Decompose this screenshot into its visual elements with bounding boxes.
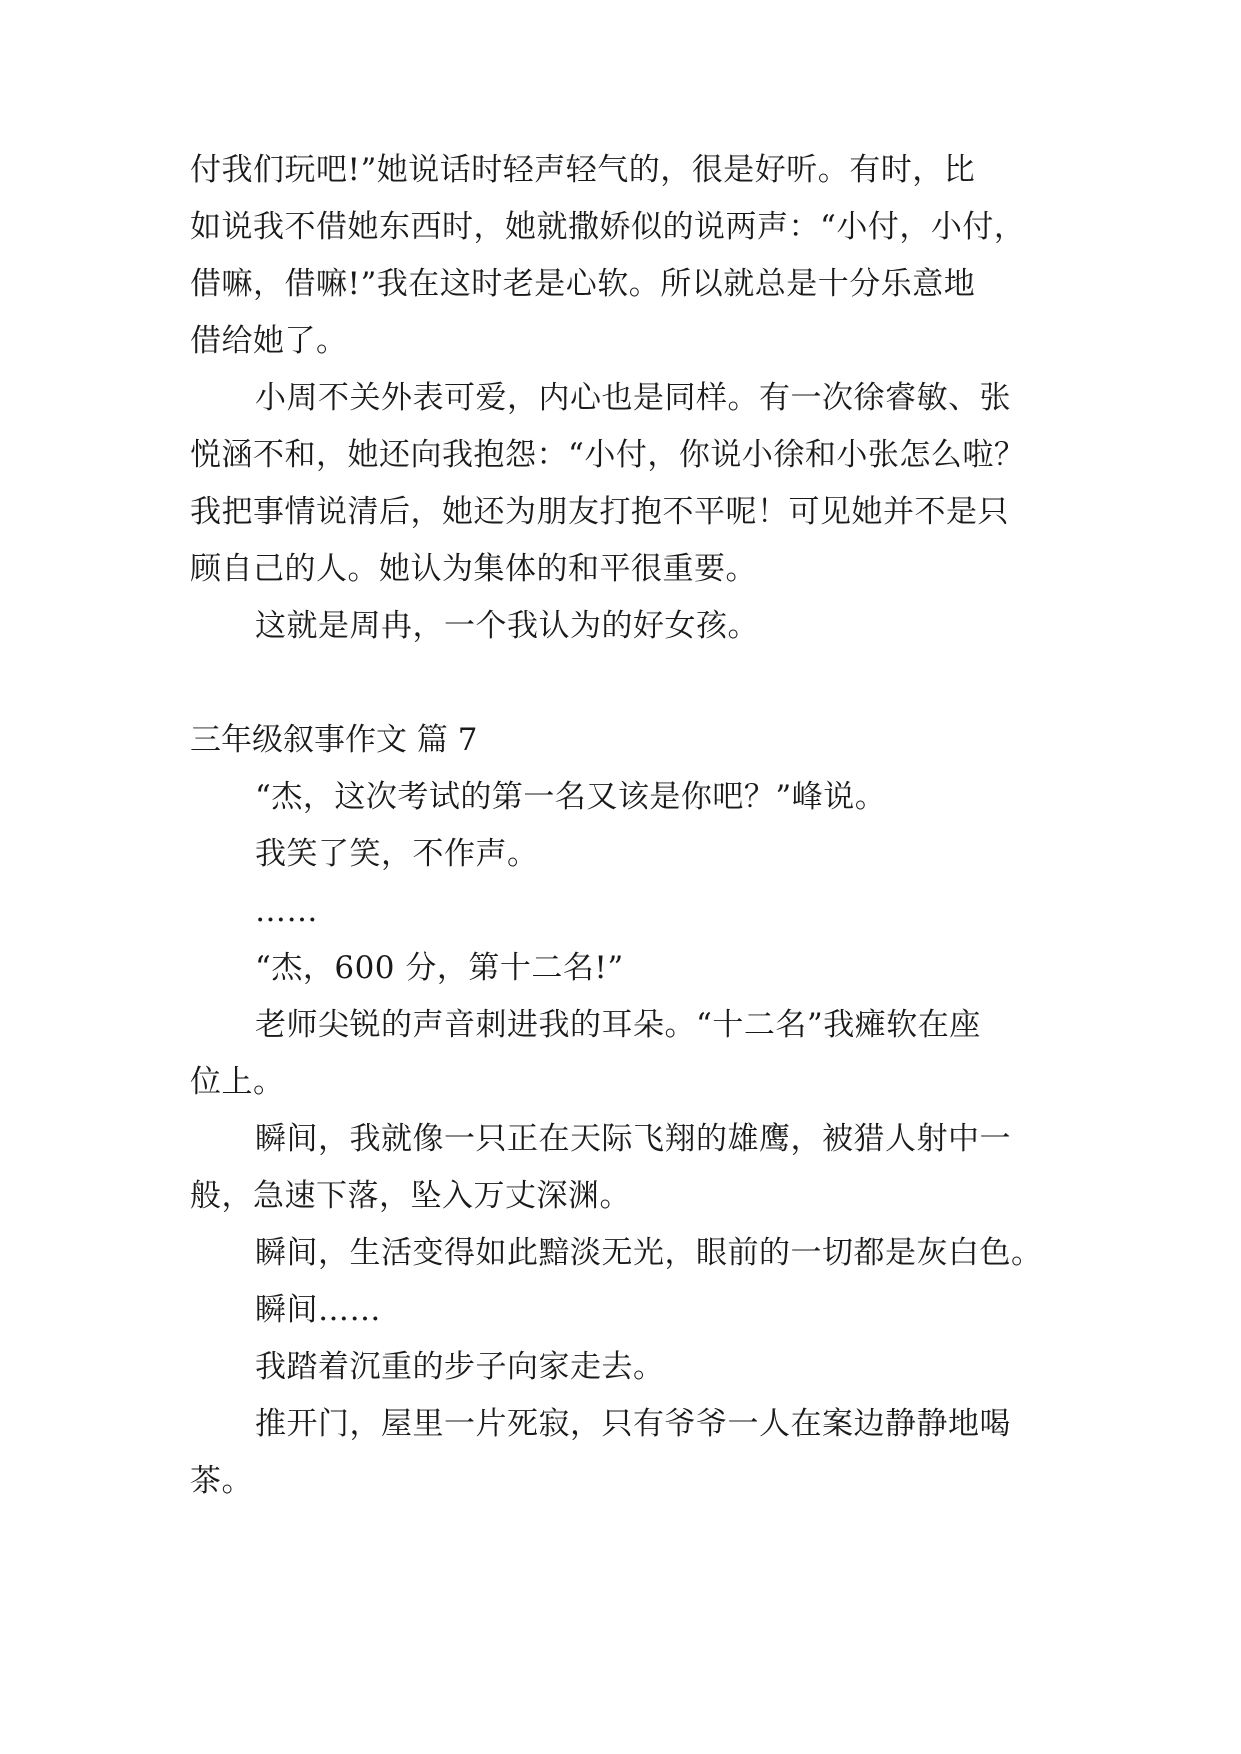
text-line: 借嘛，借嘛!”我在这时老是心软。所以就总是十分乐意地	[190, 266, 976, 302]
text-line: “杰，600 分，第十二名!”	[255, 950, 624, 986]
text-line: ……	[255, 893, 318, 929]
text-line: 推开门，屋里一片死寂，只有爷爷一人在案边静静地喝	[255, 1406, 1011, 1442]
text-line: 我把事情说清后，她还为朋友打抱不平呢！可见她并不是只	[190, 494, 1009, 530]
text-line: 茶。	[190, 1463, 253, 1499]
text-line: 这就是周冉，一个我认为的好女孩。	[255, 608, 759, 644]
text-line: 老师尖锐的声音刺进我的耳朵。“十二名”我瘫软在座	[255, 1007, 981, 1043]
section-heading: 三年级叙事作文 篇 7	[190, 722, 478, 758]
text-line: 悦涵不和，她还向我抱怨：“小付，你说小徐和小张怎么啦？	[190, 437, 1026, 473]
text-line: 瞬间，我就像一只正在天际飞翔的雄鹰，被猎人射中一	[255, 1121, 1011, 1157]
text-line: “杰，这次考试的第一名又该是你吧？”峰说。	[255, 779, 887, 815]
text-line: 付我们玩吧!”她说话时轻声轻气的，很是好听。有时，比	[190, 152, 976, 188]
text-line: 如说我不借她东西时，她就撒娇似的说两声：“小付，小付，	[190, 209, 1026, 245]
text-line: 小周不关外表可爱，内心也是同样。有一次徐睿敏、张	[255, 380, 1011, 416]
text-line: 般，急速下落，坠入万丈深渊。	[190, 1178, 631, 1214]
text-line: 位上。	[190, 1064, 285, 1100]
text-line: 我笑了笑，不作声。	[255, 836, 539, 872]
text-line: 我踏着沉重的步子向家走去。	[255, 1349, 665, 1385]
text-line: 瞬间，生活变得如此黯淡无光，眼前的一切都是灰白色。	[255, 1235, 1043, 1271]
text-line: 瞬间……	[255, 1292, 381, 1328]
text-line: 借给她了。	[190, 323, 348, 359]
text-line: 顾自己的人。她认为集体的和平很重要。	[190, 551, 757, 587]
